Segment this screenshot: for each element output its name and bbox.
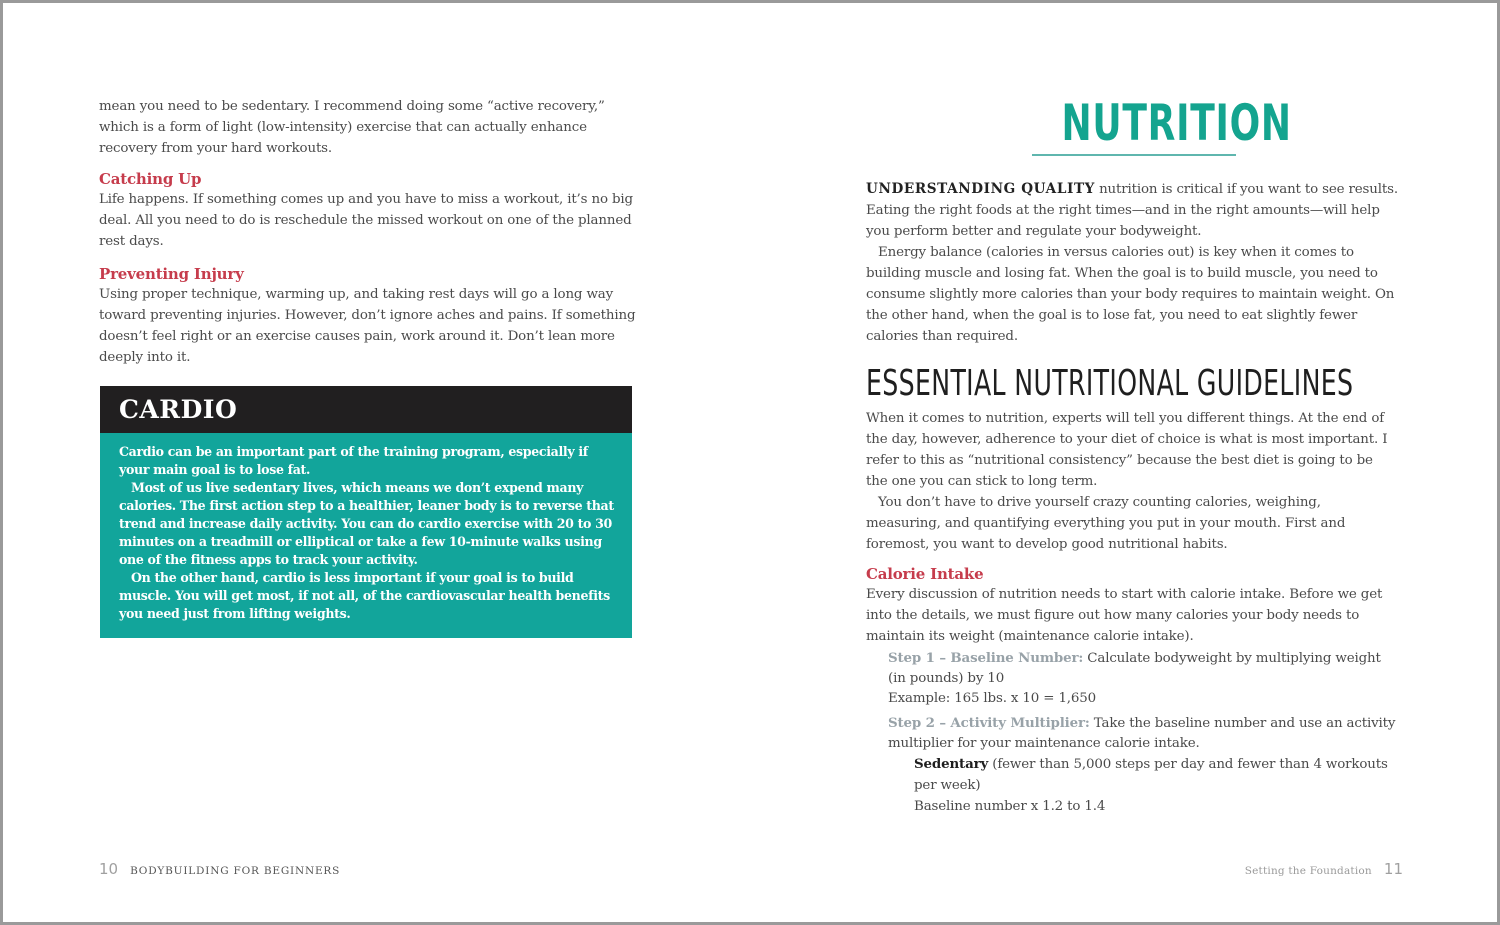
running-head: BODYBUILDING FOR BEGINNERS [130,865,341,877]
sidebar-body [100,433,632,623]
energy-balance-paragraph: Energy balance (calories in versus calories out) is key when it comes to building muscle and losing fat. When the goal is to build muscle, you need to consume slightly more calories than your body requires to maintain weight. On the other hand, when the goal is to lose fat, you need to eat slightly fewer calories than required. [866,245,1395,344]
page-number: 11 [1383,860,1403,878]
page-number: 10 [99,860,119,878]
cardio-sidebar [100,386,632,638]
right-page [750,3,1497,922]
activity-level-formula: Baseline number x 1.2 to 1.4 [914,799,1106,814]
activity-level-description: (fewer than 5,000 steps per day and fewer than 4 workouts per week) [914,757,1388,793]
intro-text: nutrition is critical if you want to see results. Eating the right foods at the right times—and in the right amounts—will help you perform better and regulate your bodyweight. [866,182,1398,239]
step-label: Step 1 – Baseline Number: [888,650,1084,666]
step-description: Calculate bodyweight by multiplying weight (in pounds) by 10 [888,651,1381,686]
step-label: Step 2 – Activity Multiplier: [888,715,1090,731]
sidebar-header [100,386,632,433]
section-preventing-injury [99,264,639,368]
step-1 [866,648,1398,709]
calorie-intake-section [866,564,1398,817]
lead-in: UNDERSTANDING QUALITY [866,181,1095,197]
section-heading: Calorie Intake [866,565,984,583]
activity-level-sedentary [866,754,1398,817]
guidelines-block [866,408,1398,555]
book-spread [3,3,1497,922]
left-page [3,3,750,922]
step-2-text [888,713,1398,754]
left-footer [99,860,340,878]
section-body: Life happens. If something comes up and you have to miss a workout, it’s no big deal. All you need to do is reschedule the missed workout on one of the planned rest days. [99,192,633,249]
step-1-example: Example: 165 lbs. x 10 = 1,650 [888,691,1097,706]
step-2 [866,713,1398,754]
calorie-intake-body: Every discussion of nutrition needs to start with calorie intake. Before we get into the details, we must figure out how many calories your body needs to maintain its weight (maintenance calorie intake). [866,587,1383,644]
intro-block [99,96,639,159]
step-description: Take the baseline number and use an activity multiplier for your maintenance calorie intake. [888,716,1396,751]
section-title: ESSENTIAL NUTRITIONAL GUIDELINES [866,363,1354,404]
intro-paragraph: mean you need to be sedentary. I recommend doing some “active recovery,” which is a form of light (low-intensity) exercise that can actually enhance recovery from your hard workouts. [99,99,605,156]
nutrition-intro [866,179,1398,347]
guidelines-paragraph: When it comes to nutrition, experts will tell you different things. At the end of the day, however, adherence to your diet of choice is what is most important. I refer to this as “nutritional consistency” because the best diet is going to be the one you can stick to long term. [866,411,1388,489]
intro-paragraph [866,179,1398,242]
running-head: Setting the Foundation [1244,865,1372,877]
section-catching-up [99,169,639,252]
title-underline [1032,154,1236,156]
section-body: Using proper technique, warming up, and taking rest days will go a long way toward preventing injuries. However, don’t ignore aches and pains. If something doesn’t feel right or an exercise causes pain, work around it. Don’t lean more deeply into it. [99,287,636,365]
step-1-text [888,648,1398,689]
sidebar-paragraph: Most of us live sedentary lives, which means we don’t expend many calories. The first action step to a healthier, leaner body is to reverse that trend and increase daily activity. You can do cardio exercise with 20 to 30 minutes on a treadmill or elliptical or take a few 10-minute walks using one of the fitness apps to track your activity. [119,480,614,567]
section-heading: Catching Up [99,170,202,188]
activity-level-text [914,754,1398,796]
sidebar-paragraph: Cardio can be an important part of the training program, especially if your main goal is to lose fat. [119,444,588,477]
chapter-title: NUTRITION [1061,94,1292,152]
right-footer [1245,860,1403,878]
guidelines-paragraph: You don’t have to drive yourself crazy counting calories, weighing, measuring, and quantifying everything you put in your mouth. First and foremost, you want to develop good nutritional habits. [866,495,1346,552]
activity-level-name: Sedentary [914,756,989,772]
sidebar-paragraph: On the other hand, cardio is less important if your goal is to build muscle. You will get most, if not all, of the cardiovascular health benefits you need just from lifting weights. [119,570,610,621]
section-heading: Preventing Injury [99,265,244,283]
sidebar-title: CARDIO [119,395,238,424]
